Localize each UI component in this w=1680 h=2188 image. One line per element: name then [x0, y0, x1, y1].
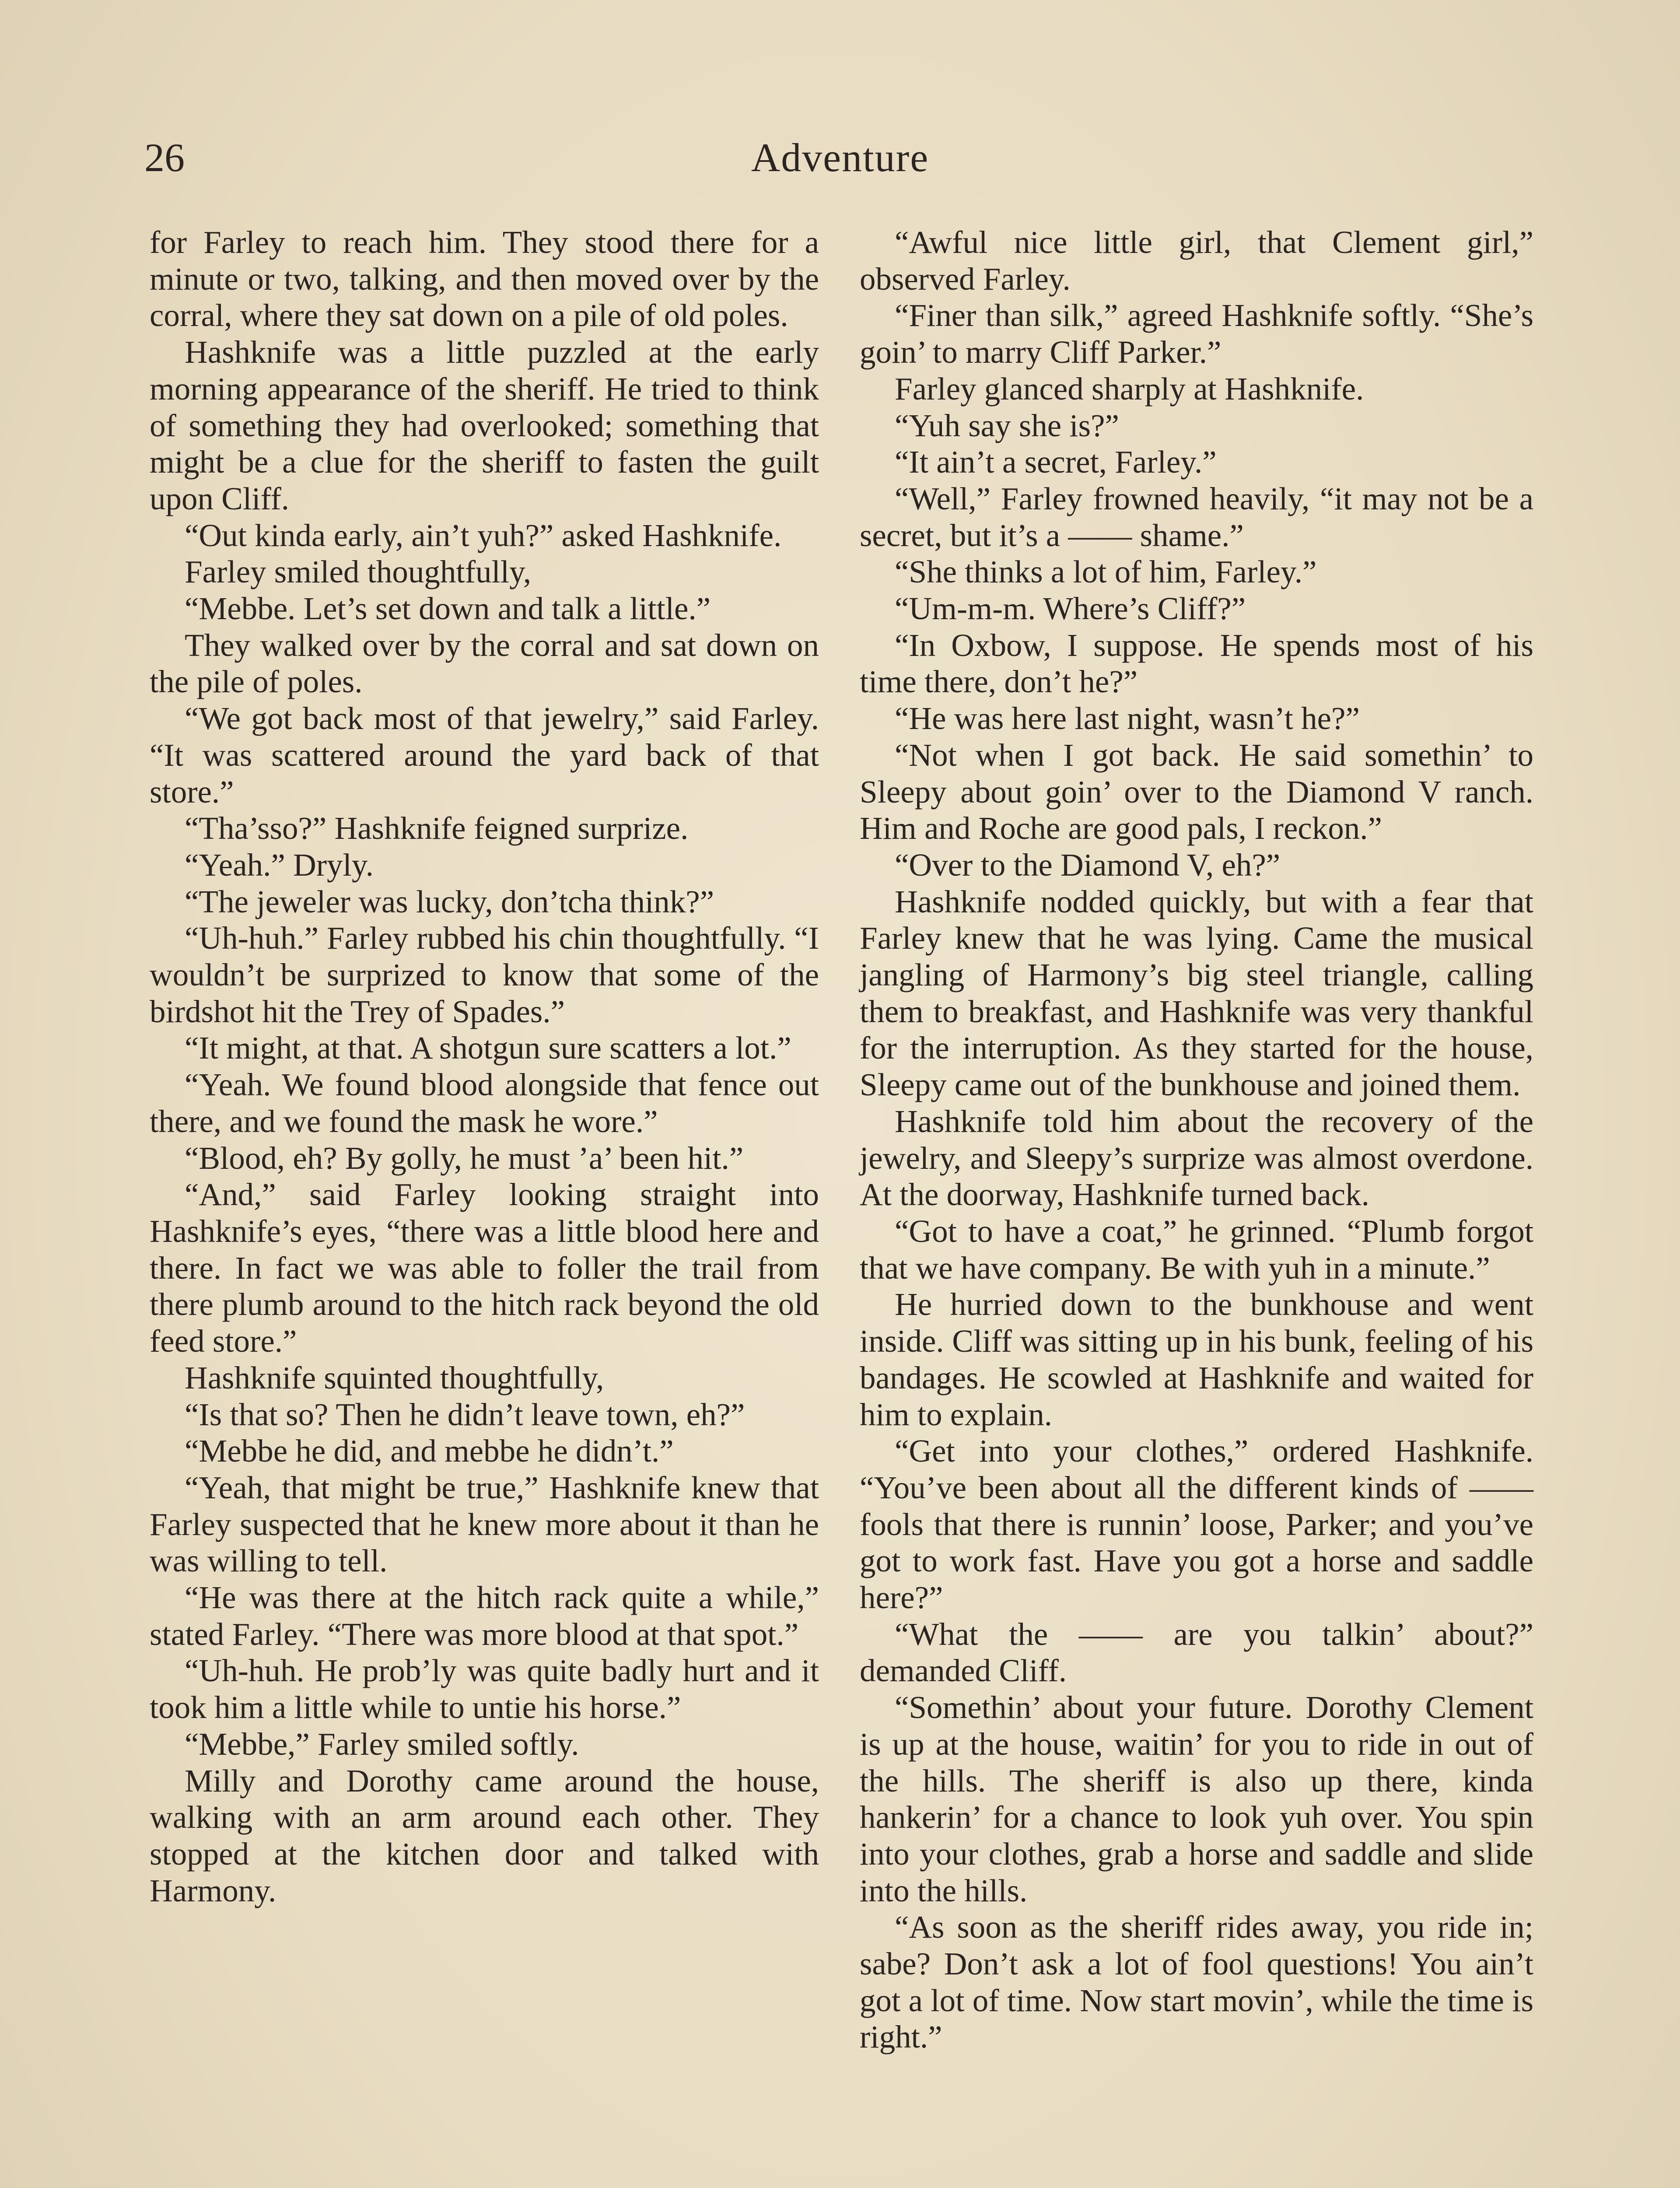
paragraph: “He was there at the hitch rack quite a while,” stated Farley. “There was more blood at that spot.” — [150, 1580, 819, 1652]
paragraph: “Not when I got back. He said somethin’ to Sleepy about goin’ over to the Diamond V ranch. Him and Roche are good pals, I reckon.” — [860, 737, 1533, 846]
paragraph: “Finer than silk,” agreed Hashknife softly. “She’s goin’ to marry Cliff Parker.” — [860, 298, 1533, 370]
paragraph: “Out kinda early, ain’t yuh?” asked Hashknife. — [185, 517, 782, 553]
paragraph: “Yeah.” Dryly. — [185, 847, 374, 883]
paragraph: “Blood, eh? By golly, he must ’a’ been hit.” — [185, 1140, 744, 1176]
paragraph: “It ain’t a secret, Farley.” — [895, 444, 1217, 480]
paragraph: Hashknife told him about the recovery of the jewelry, and Sleepy’s surprize was almost overdone. At the doorway, Hashknife turned back. — [860, 1103, 1533, 1213]
paragraph: “Uh-huh.” Farley rubbed his chin thoughtfully. “I wouldn’t be surprized to know that some of the birdshot hit the Trey of Spades.” — [150, 920, 819, 1029]
paragraph: “As soon as the sheriff rides away, you ride in; sabe? Don’t ask a lot of fool questions! You ain’t got a lot of time. Now start movin’, while the time is right.” — [860, 1909, 1533, 2055]
paragraph: Milly and Dorothy came around the house, walking with an arm around each other. They stopped at the kitchen door and talked with Harmony. — [150, 1763, 819, 1908]
paragraph: “What the —— are you talkin’ about?” demanded Cliff. — [860, 1616, 1533, 1689]
paragraph: “Is that so? Then he didn’t leave town, eh?” — [185, 1396, 745, 1432]
paragraph: “Yuh say she is?” — [895, 407, 1119, 443]
paragraph: “And,” said Farley looking straight into Hashknife’s eyes, “there was a little blood here and there. In fact we was able to foller the trail from there plumb around to the hitch rack beyond the old feed store.” — [150, 1177, 819, 1359]
paragraph: Hashknife squinted thoughtfully, — [185, 1360, 604, 1396]
paragraph: “It might, at that. A shotgun sure scatters a lot.” — [185, 1030, 791, 1066]
paragraph: “She thinks a lot of him, Farley.” — [895, 554, 1317, 590]
paragraph: Farley glanced sharply at Hashknife. — [895, 371, 1364, 407]
paragraph: “Yeah, that might be true,” Hashknife knew that Farley suspected that he knew more about it than he was willing to tell. — [150, 1469, 819, 1579]
paragraph: “Well,” Farley frowned heavily, “it may not be a secret, but it’s a —— shame.” — [860, 480, 1533, 553]
paragraph: “Over to the Diamond V, eh?” — [895, 847, 1281, 883]
paragraph: “Got to have a coat,” he grinned. “Plumb forgot that we have company. Be with yuh in a minute.” — [860, 1213, 1533, 1286]
paragraph: Farley smiled thoughtfully, — [185, 554, 532, 590]
paragraph: “Yeah. We found blood alongside that fence out there, and we found the mask he wore.” — [150, 1067, 819, 1139]
page-header — [144, 131, 1536, 184]
paragraph: “Awful nice little girl, that Clement girl,” observed Farley. — [860, 224, 1533, 297]
paragraph: “He was here last night, wasn’t he?” — [895, 701, 1360, 736]
paragraph: He hurried down to the bunkhouse and went inside. Cliff was sitting up in his bunk, feeling of his bandages. He scowled at Hashknife and waited for him to explain. — [860, 1287, 1533, 1432]
paragraph: “In Oxbow, I suppose. He spends most of his time there, don’t he?” — [860, 627, 1533, 700]
paragraph: “Mebbe. Let’s set down and talk a little.” — [185, 591, 711, 627]
paragraph: for Farley to reach him. They stood there for a minute or two, talking, and then moved over by the corral, where they sat down on a pile of old poles. — [150, 224, 819, 333]
page-number: 26 — [144, 135, 185, 180]
paragraph: Hashknife was a little puzzled at the early morning appearance of the sheriff. He tried to think of something they had overlooked; something that might be a clue for the sheriff to fasten the guilt upon Cliff. — [150, 334, 819, 516]
paragraph: Hashknife nodded quickly, but with a fear that Farley knew that he was lying. Came the musical jangling of Harmony’s big steel triangle, calling them to breakfast, and Hashknife was very thankful for the interruption. As they started for the house, Sleepy came out of the bunkhouse and joined them. — [860, 884, 1533, 1103]
paragraph: “Tha’sso?” Hashknife feigned surprize. — [185, 810, 689, 846]
paragraph: “Mebbe,” Farley smiled softly. — [185, 1726, 579, 1762]
paragraph: “Get into your clothes,” ordered Hashknife. “You’ve been about all the different kinds of —— fools that there is runnin’ loose, Parker; and you’ve got to work fast. Have you got a horse and saddle here?” — [860, 1433, 1533, 1616]
paragraph: “Uh-huh. He prob’ly was quite badly hurt and it took him a little while to untie his horse.” — [150, 1653, 819, 1725]
paragraph: “We got back most of that jewelry,” said Farley. “It was scattered around the yard back of that store.” — [150, 701, 819, 810]
right-column — [860, 224, 1533, 2188]
left-column — [150, 224, 819, 2188]
paragraph: They walked over by the corral and sat down on the pile of poles. — [150, 627, 819, 700]
paragraph: “Mebbe he did, and mebbe he didn’t.” — [185, 1433, 674, 1469]
running-title: Adventure — [751, 135, 929, 180]
paragraph: “Um-m-m. Where’s Cliff?” — [895, 591, 1246, 627]
paragraph: “Somethin’ about your future. Dorothy Clement is up at the house, waitin’ for you to ride in out of the hills. The sheriff is also up there, kinda hankerin’ for a chance to look yuh over. You spin into your clothes, grab a horse and saddle and slide into the hills. — [860, 1690, 1533, 1908]
paragraph: “The jeweler was lucky, don’tcha think?” — [185, 884, 714, 919]
